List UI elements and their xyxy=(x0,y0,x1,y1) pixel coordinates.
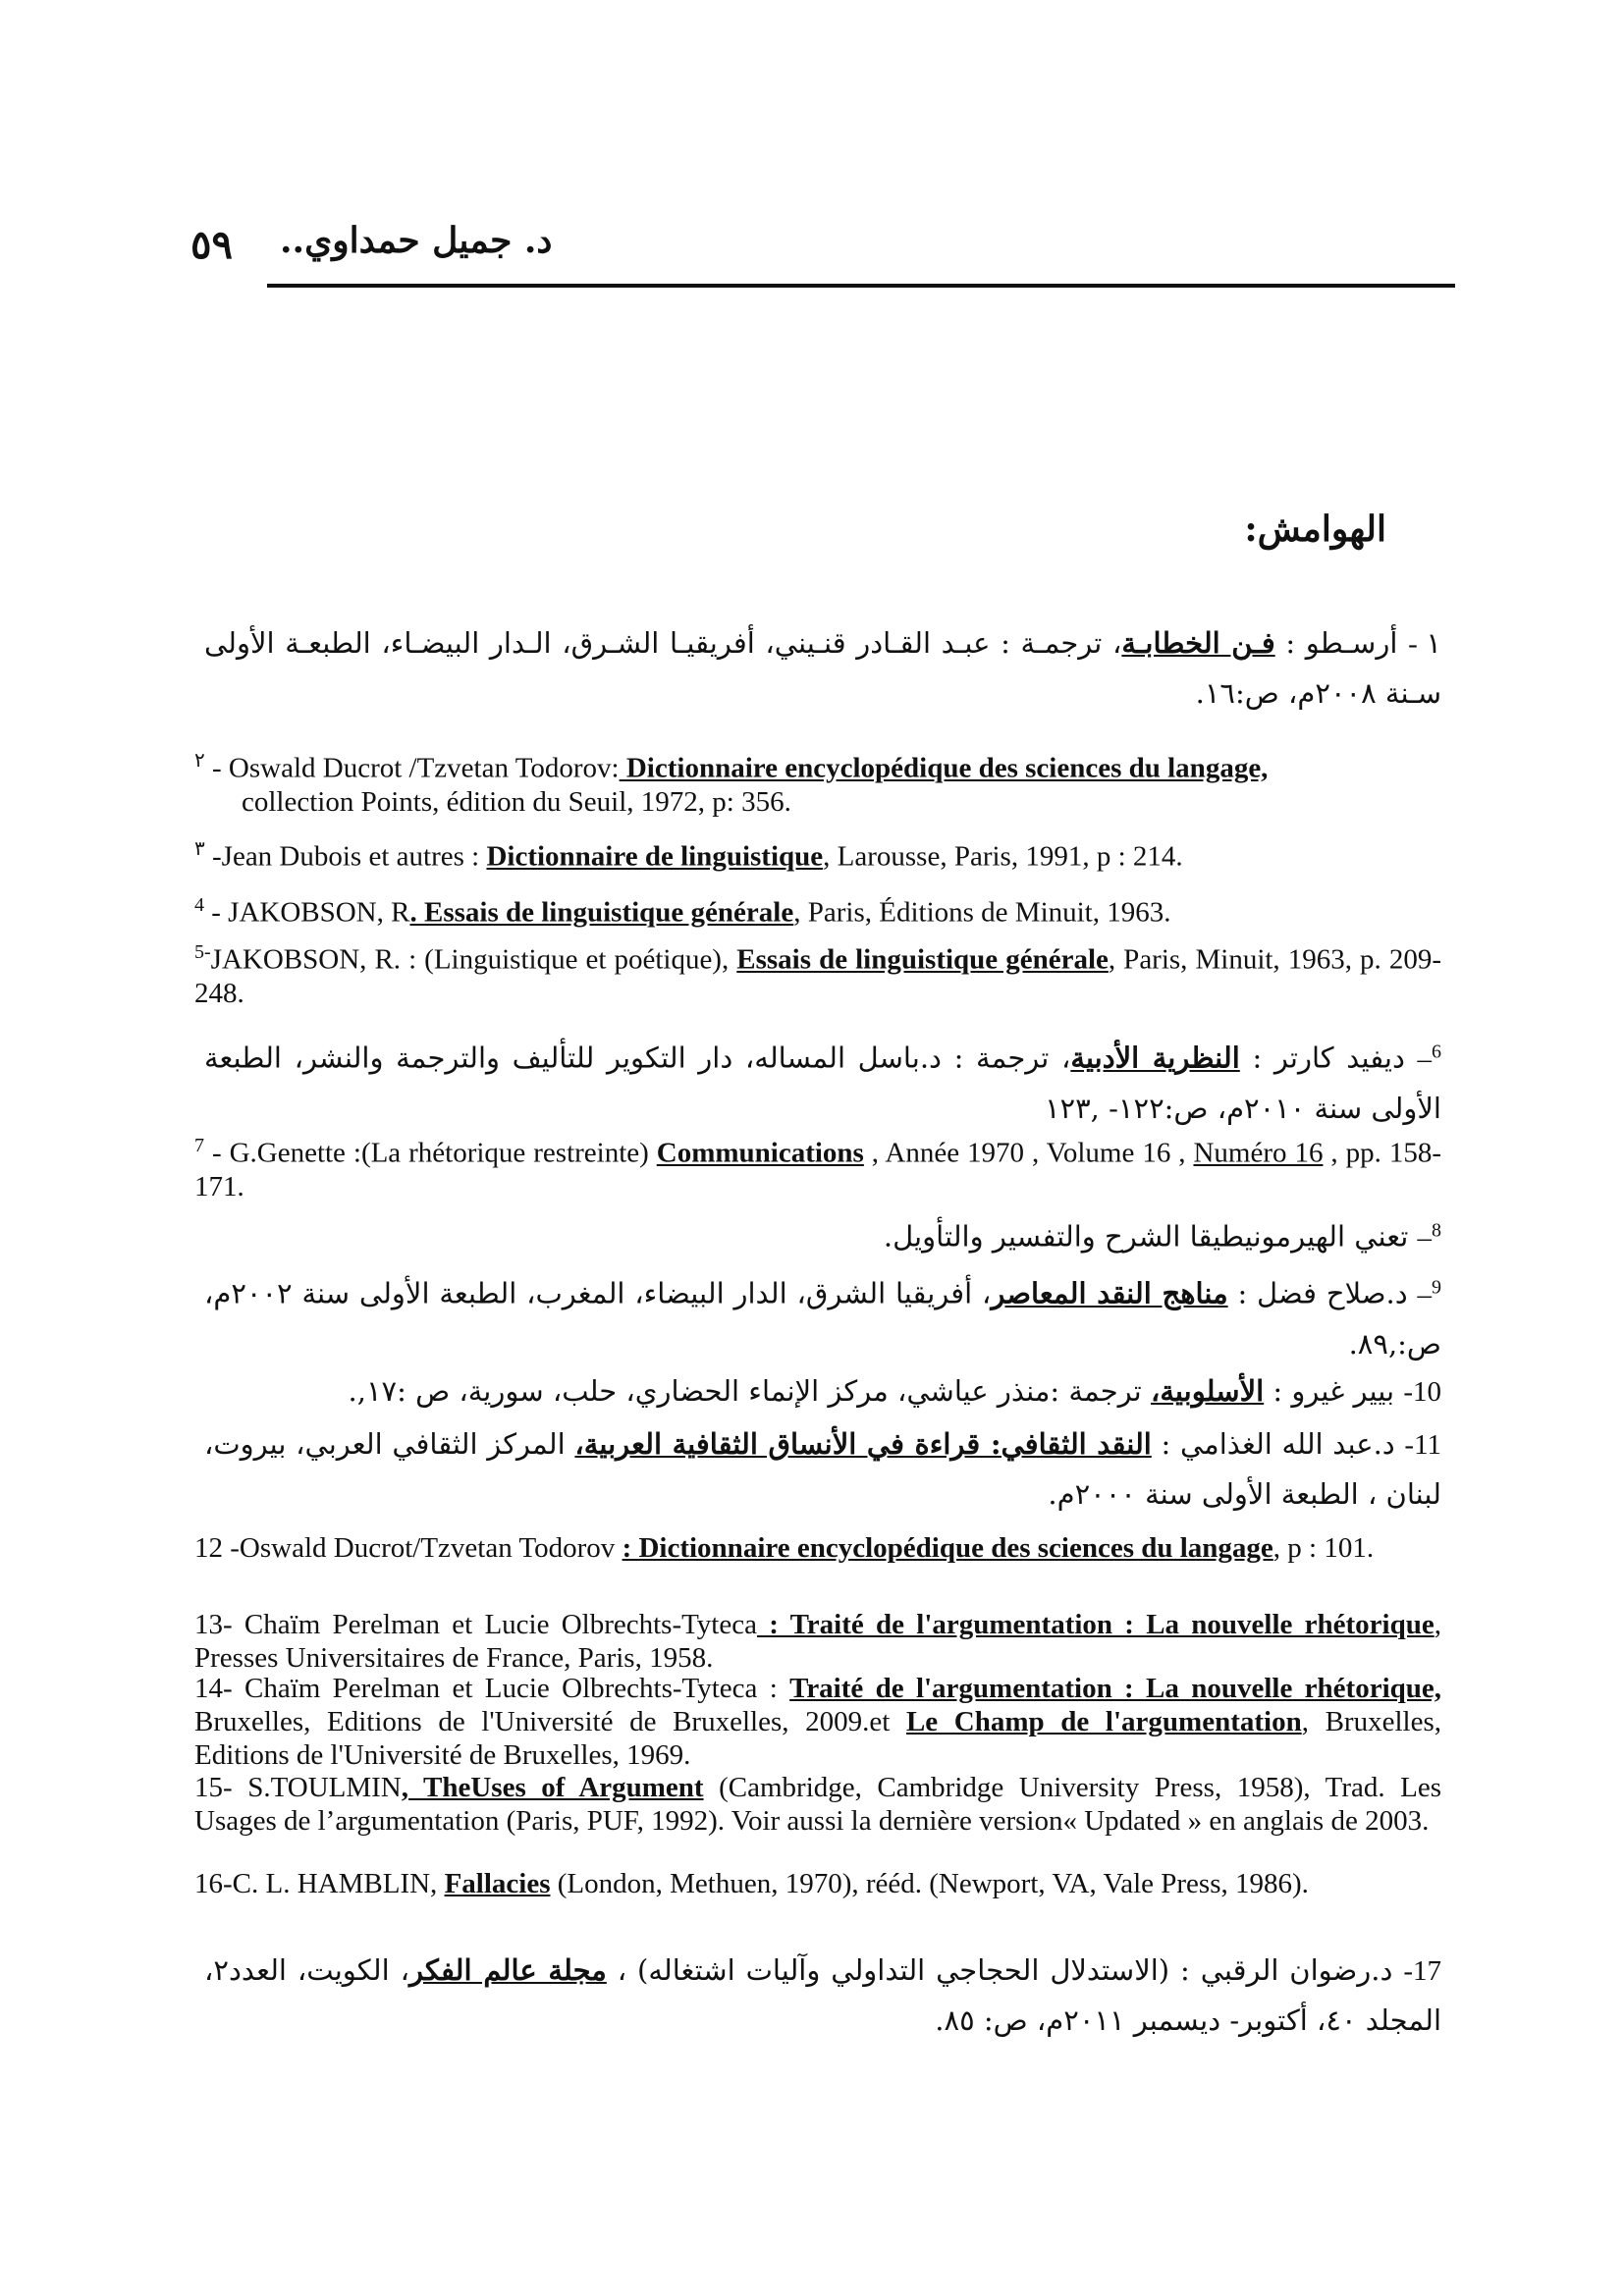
footnote-text: - JAKOBSON, R xyxy=(204,896,410,929)
running-header-author: د. جميل حمداوي.. xyxy=(280,220,553,261)
footnote-number: 13- xyxy=(194,1609,233,1640)
footnote-4 xyxy=(194,888,1441,930)
footnote-6 xyxy=(204,1027,1441,1133)
footnote-3 xyxy=(194,832,1441,874)
footnote-text: تعني الهيرمونيطيقا الشرح والتفسير والتأويل. xyxy=(883,1219,1409,1254)
footnote-title: Communications xyxy=(656,1137,864,1169)
footnote-text: , Larousse, Paris, 1991, p : 214. xyxy=(823,840,1183,873)
footnote-5 xyxy=(194,935,1441,1010)
footnote-17 xyxy=(204,1946,1441,2045)
footnote-text: (London, Methuen, 1970), rééd. (Newport, VA, Vale Press, 1986). xyxy=(550,1868,1309,1899)
footnote-text: Chaïm Perelman et Lucie Olbrechts-Tyteca : xyxy=(232,1673,790,1704)
footnote-text: collection Points, édition du Seuil, 1972, p: 356. xyxy=(242,785,791,818)
footnote-2 xyxy=(194,744,1441,819)
footnote-number: 5- xyxy=(194,941,211,963)
footnote-text: بيير غيرو : xyxy=(1264,1374,1395,1408)
footnote-number: 7 xyxy=(194,1135,204,1156)
footnote-title: Dictionnaire de linguistique xyxy=(486,840,824,873)
footnote-text: المركز الثقافي العربي، بيروت، لبنان ، الطبعة الأولى سنة ٢٠٠٠م. xyxy=(204,1427,1441,1511)
footnote-number: $^6$– xyxy=(1417,1041,1442,1075)
footnote-title: . Essais de linguistique générale xyxy=(409,896,794,929)
footnote-text: Chaïm Perelman et Lucie Olbrechts-Tyteca xyxy=(232,1609,757,1640)
footnote-number: ١ - xyxy=(1408,628,1441,660)
footnote-text: ، الكويت، العدد٢، المجلد ٤٠، أكتوبر- ديسمبر ٢٠١١م، ص: ٨٥. xyxy=(204,1953,1441,2037)
footnote-number: 16- xyxy=(194,1868,233,1899)
footnote-text: (Cambridge, Cambridge University Press, 1958), Trad. Les Usages de l’argumentation (Paris, PUF, 1992). Voir aussi la dernière version« Updated » en anglais de 2003. xyxy=(194,1772,1441,1837)
footnote-text: S.TOULMIN xyxy=(232,1772,402,1803)
footnote-text: , Paris, Minuit, 1963, p. 209-248. xyxy=(194,943,1441,1009)
footnote-10 xyxy=(204,1366,1441,1416)
footnote-11 xyxy=(204,1419,1441,1519)
footnote-number: 11- xyxy=(1404,1429,1442,1461)
footnote-title: النقد الثقافي: قراءة في الأنساق الثقافية العربية، xyxy=(574,1427,1152,1461)
footnote-text: -Oswald Ducrot/Tzvetan Todorov xyxy=(223,1532,623,1564)
section-title: الهوامش: xyxy=(1244,508,1386,550)
footnote-12 xyxy=(194,1531,1441,1565)
footnote-text: أرسـطو : xyxy=(1274,626,1398,660)
footnote-text: ، ترجمـة : عبـد القـادر قنـيني، أفريقيـا الشـرق، الـدار البيضـاء، الطبعـة الأولى سـنة ٢٠٠٨م، ص:١٦. xyxy=(204,626,1441,710)
footnote-number: 14- xyxy=(194,1673,233,1704)
footnote-title: فـن الخطابـة xyxy=(1121,626,1275,660)
header-rule xyxy=(267,284,1455,288)
footnote-text: - G.Genette :(La rhétorique restreinte) xyxy=(204,1137,657,1169)
footnote-9 xyxy=(204,1262,1441,1368)
footnote-title: النظرية الأدبية xyxy=(1070,1041,1240,1075)
footnote-text: Bruxelles, Editions de l'Université de Bruxelles, 2009.et xyxy=(194,1706,906,1737)
footnote-text: ترجمة :منذر عياشي، مركز الإنماء الحضاري، حلب، سورية، ص :١٧,. xyxy=(348,1374,1151,1408)
footnote-title: Traité de l'argumentation : La nouvelle rhétorique, xyxy=(789,1673,1441,1704)
footnote-text: - Oswald Ducrot /Tzvetan Todorov: xyxy=(204,752,620,784)
footnote-title: Fallacies xyxy=(444,1868,551,1899)
footnote-8 xyxy=(204,1205,1441,1262)
footnote-text: د.عبد الله الغذامي : xyxy=(1151,1427,1395,1461)
footnote-text: , Presses Universitaires de France, Paris, 1958. xyxy=(194,1609,1441,1674)
footnote-1 xyxy=(204,618,1441,718)
footnote-text: , p : 101. xyxy=(1272,1532,1375,1564)
footnote-text: , Année 1970 , Volume 16 , xyxy=(863,1137,1194,1169)
footnote-number: 17- xyxy=(1403,1955,1441,1987)
footnote-title: Numéro 16 xyxy=(1193,1137,1324,1169)
footnote-7 xyxy=(194,1129,1441,1203)
footnote-title: مناهج النقد المعاصر xyxy=(991,1276,1228,1310)
footnote-number: ٢ xyxy=(194,750,205,772)
footnote-number: $^8$– xyxy=(1417,1219,1441,1254)
footnote-text: ، ترجمة : د.باسل المساله، دار التكوير للتأليف والترجمة والنشر، الطبعة الأولى سنة ٢٠١٠م، ص:١٢٢- ,١٢٣ xyxy=(204,1041,1441,1125)
footnote-13 xyxy=(194,1608,1441,1675)
footnote-text: ، أفريقيا الشرق، الدار البيضاء، المغرب، الطبعة الأولى سنة ٢٠٠٢م، ص:,٨٩. xyxy=(204,1276,1441,1361)
footnote-text: ديفيد كارتر : xyxy=(1239,1041,1405,1075)
footnote-title: Dictionnaire encyclopédique des sciences du langage, xyxy=(619,752,1269,784)
footnote-title: , TheUses of Argument xyxy=(401,1772,704,1803)
footnote-title: مجلة عالم الفكر xyxy=(408,1953,607,1987)
footnote-15 xyxy=(194,1771,1441,1838)
footnote-text: C. L. HAMBLIN, xyxy=(232,1868,445,1899)
footnote-title: Essais de linguistique générale xyxy=(736,943,1109,976)
footnote-number: 10- xyxy=(1403,1376,1441,1408)
footnote-number: 12 xyxy=(194,1532,223,1564)
footnote-text: د.صلاح فضل : xyxy=(1227,1276,1408,1310)
footnote-title: الأسلوبية، xyxy=(1150,1374,1265,1408)
footnote-title: Le Champ de l'argumentation xyxy=(905,1706,1302,1737)
footnote-number: ٣ xyxy=(194,838,205,860)
footnote-14 xyxy=(194,1672,1441,1772)
footnote-text: -Jean Dubois et autres : xyxy=(204,840,487,873)
footnote-number: 15- xyxy=(194,1772,233,1803)
footnote-text: , pp. 158-171. xyxy=(194,1137,1441,1202)
footnote-text: , Paris, Éditions de Minuit, 1963. xyxy=(793,896,1171,929)
footnote-text: JAKOBSON, R. : (Linguistique et poétique), xyxy=(210,943,737,976)
footnote-number: 4 xyxy=(194,894,204,916)
footnote-16 xyxy=(194,1867,1441,1900)
footnote-title: : Traité de l'argumentation : La nouvelle rhétorique xyxy=(756,1609,1435,1640)
footnote-text: د.رضوان الرقبي : (الاستدلال الحجاجي التداولي وآليات اشتغاله) ، xyxy=(606,1953,1393,1987)
footnote-number: $^9$– xyxy=(1417,1276,1441,1310)
footnote-text: , Bruxelles, Editions de l'Université de Bruxelles, 1969. xyxy=(194,1706,1441,1771)
footnote-title: : Dictionnaire encyclopédique des sciences du langage xyxy=(622,1532,1273,1564)
page-number: ٥٩ xyxy=(190,222,233,268)
